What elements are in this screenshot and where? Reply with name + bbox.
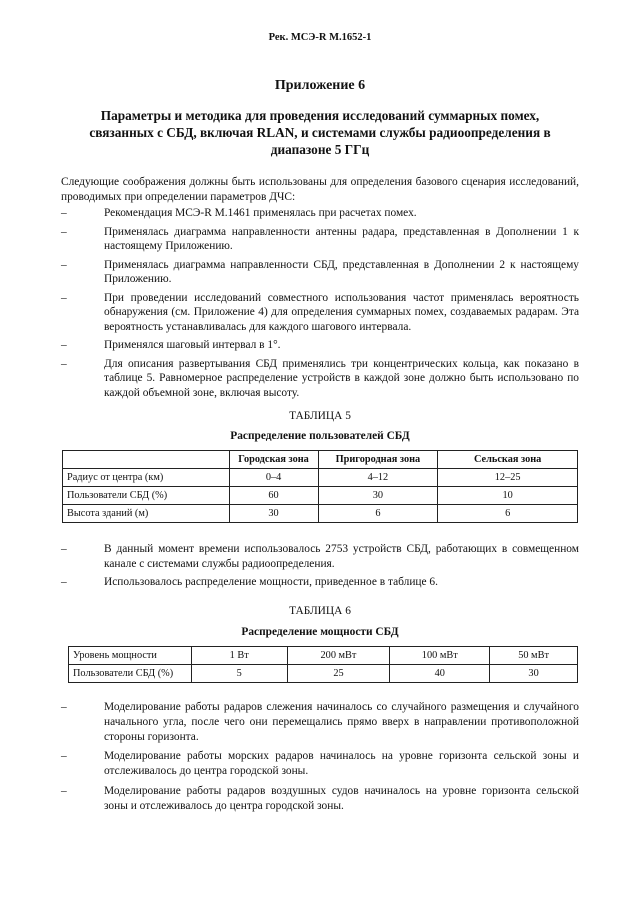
list-item: [61, 575, 579, 590]
document-title: Параметры и методика для проведения исследований суммарных помех, связанных с СБД, включая RLAN, и системами службы радиоопределения в диапазоне 5 ГГц: [89, 108, 551, 157]
power-distribution-table: [68, 646, 578, 683]
table6-subtitle: Распределение мощности СБД: [241, 626, 399, 638]
deployment-list: [61, 542, 579, 594]
table-cell: Уровень мощности: [69, 647, 192, 665]
table-cell: 5: [191, 665, 287, 683]
table-cell: 30: [318, 487, 438, 505]
table5-subtitle: Распределение пользователей СБД: [230, 430, 410, 442]
table-header-cell: [63, 451, 230, 469]
list-item-text: Для описания развертывания СБД применялись три концентрических кольца, как показано в таблице 5. Равномерное распределение устройств в каждой зоне должно быть использовано по каждой объемной зоне, включая высоту.: [104, 357, 579, 399]
table-header-cell: Сельская зона: [438, 451, 578, 469]
bullet-dash: –: [61, 225, 67, 238]
table-cell: 50 мВт: [490, 647, 578, 665]
list-item: [61, 700, 579, 744]
list-item-text: Моделирование работы радаров воздушных судов начиналось на уровне горизонта сельской зоны и отслеживалось до центра городской зоны.: [104, 784, 579, 812]
intro-paragraph: Следующие соображения должны быть использованы для определения базового сценария исследований, проводимых при определении параметров ДЧС:: [61, 176, 579, 203]
table-cell: Высота зданий (м): [63, 505, 230, 523]
table-row: [69, 647, 578, 665]
bullet-dash: –: [61, 576, 67, 588]
table-cell: 25: [287, 665, 390, 683]
list-item: [61, 784, 579, 814]
table-row: [69, 665, 578, 683]
user-distribution-table: [62, 450, 578, 523]
table-row: [63, 469, 578, 487]
list-item-text: Моделирование работы радаров слежения начиналось со случайного размещения и случайного начального угла, после чего они перемещались прямо вверх в направлении противоположной стороны горизонта.: [104, 701, 579, 743]
list-item-text: Применялся шаговый интервал в 1°.: [104, 339, 281, 351]
table-cell: 30: [229, 505, 318, 523]
list-item: [61, 225, 579, 254]
annex-title: Приложение 6: [274, 78, 366, 93]
table-cell: 200 мВт: [287, 647, 390, 665]
bullet-dash: –: [61, 543, 67, 555]
table-cell: 6: [438, 505, 578, 523]
list-item: [61, 338, 579, 353]
list-item: [61, 357, 579, 401]
table-cell: 6: [318, 505, 438, 523]
list-item-text: В данный момент времени использовалось 2753 устройств СБД, работающих в совмещенном канале с системами службы радиоопределения.: [104, 543, 579, 570]
table-cell: 30: [490, 665, 578, 683]
running-header: Рек. МСЭ-R M.1652-1: [268, 32, 372, 43]
table-cell: 40: [390, 665, 490, 683]
table-cell: 100 мВт: [390, 647, 490, 665]
list-item: [61, 542, 579, 571]
table-header-cell: Городская зона: [229, 451, 318, 469]
list-item: [61, 749, 579, 779]
list-item: [61, 258, 579, 287]
bullet-dash: –: [61, 701, 67, 713]
bullet-dash: –: [61, 339, 67, 351]
table-cell: 12–25: [438, 469, 578, 487]
table-cell: Пользователи СБД (%): [69, 665, 192, 683]
list-item: [61, 206, 579, 221]
list-item: [61, 291, 579, 335]
list-item-text: При проведении исследований совместного использования частот применялась вероятность обнаружения (см. Приложение 4) для определения суммарных помех, создаваемых радарам. Эта вероятность устанавливалась для каждого шагового интервала.: [104, 291, 579, 333]
bullet-dash: –: [61, 357, 67, 370]
bullet-dash: –: [61, 207, 67, 219]
table-cell: 0–4: [229, 469, 318, 487]
table-row: [63, 505, 578, 523]
bullet-dash: –: [61, 750, 67, 763]
table-cell: 4–12: [318, 469, 438, 487]
radar-modeling-list: [61, 700, 579, 819]
table-cell: 60: [229, 487, 318, 505]
table-cell: 1 Вт: [191, 647, 287, 665]
table-cell: 10: [438, 487, 578, 505]
table-row: [63, 487, 578, 505]
list-item-text: Применялась диаграмма направленности антенны радара, представленная в Дополнении 1 к настоящему Приложению.: [104, 225, 579, 252]
bullet-dash: –: [61, 291, 67, 304]
table-header-cell: Пригородная зона: [318, 451, 438, 469]
bullet-dash: –: [61, 258, 67, 271]
table5-caption: ТАБЛИЦА 5: [289, 410, 351, 422]
list-item-text: Использовалось распределение мощности, приведенное в таблице 6.: [104, 576, 438, 588]
table-cell: Пользователи СБД (%): [63, 487, 230, 505]
list-item-text: Применялась диаграмма направленности СБД, представленная в Дополнении 2 к настоящему Приложению.: [104, 258, 579, 285]
table-header-row: [63, 451, 578, 469]
bullet-dash: –: [61, 784, 67, 797]
considerations-list: [61, 206, 579, 404]
table-cell: Радиус от центра (км): [63, 469, 230, 487]
list-item-text: Моделирование работы морских радаров начиналось на уровне горизонта сельской зоны и отслеживалось до центра городской зоны.: [104, 750, 579, 778]
list-item-text: Рекомендация МСЭ-R M.1461 применялась при расчетах помех.: [104, 207, 417, 219]
table6-caption: ТАБЛИЦА 6: [289, 605, 351, 617]
